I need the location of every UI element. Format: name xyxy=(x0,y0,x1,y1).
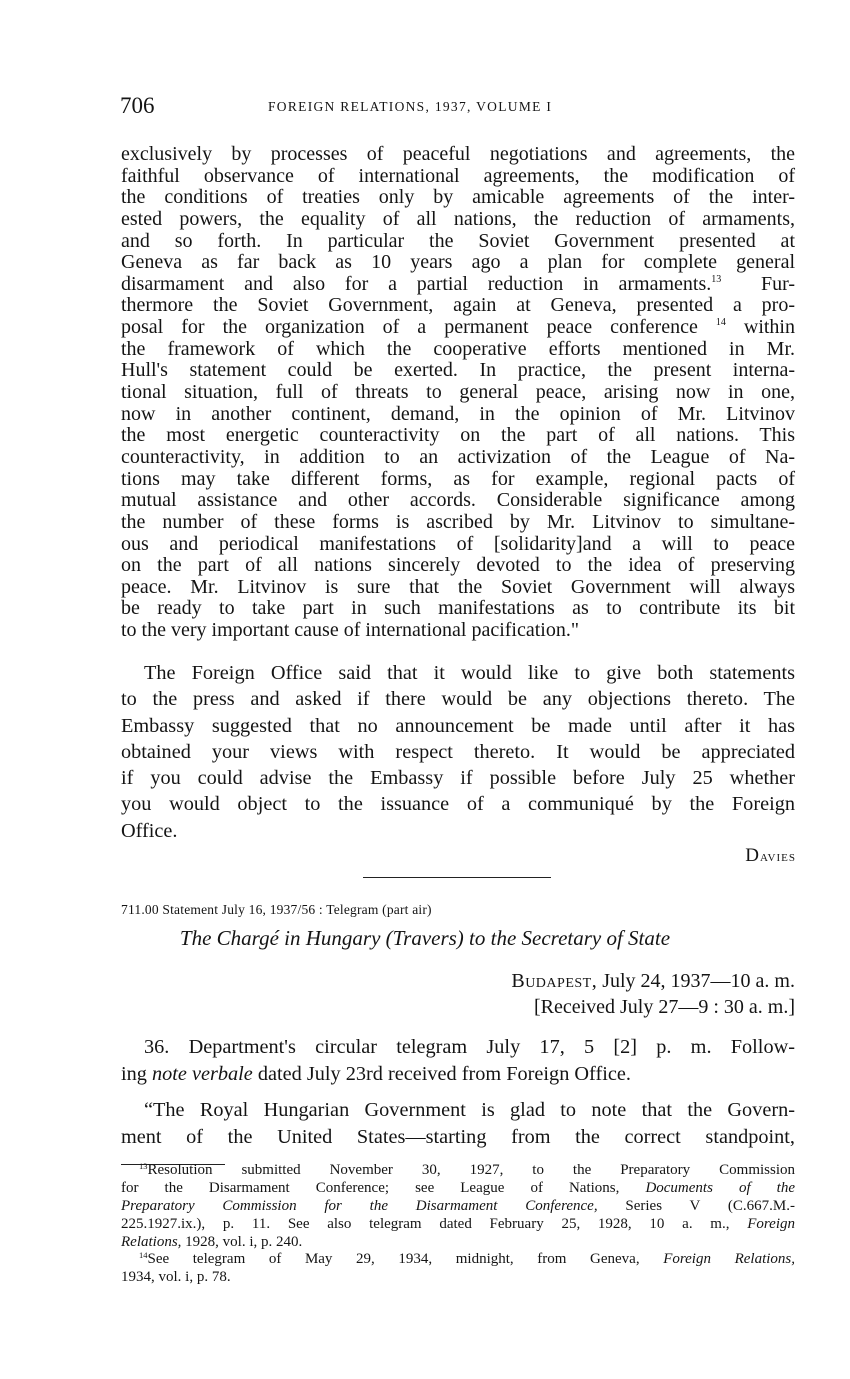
text-line: disarmament and also for a partial reduction in armaments.$^{13}$ Fur- xyxy=(121,272,795,295)
text-line: on the part of all nations sincerely devoted to the idea of preserving xyxy=(121,554,795,577)
text-line: the framework of which the cooperative efforts mentioned in Mr. xyxy=(121,337,795,360)
text-line: if you could advise the Embassy if possible before July 25 whether xyxy=(121,767,795,790)
text-line: for the Disarmament Conference; see League of Nations, Documents of the xyxy=(121,1179,795,1196)
footnote-ref-13: 13 xyxy=(711,273,722,285)
text-line: and so forth. In particular the Soviet Government presented at xyxy=(121,229,795,252)
signature: Davies xyxy=(745,845,796,866)
page-header xyxy=(120,93,796,121)
text-line: counteractivity, in addition to an activization of the League of Na- xyxy=(121,445,795,468)
text-line: Embassy suggested that no announcement be made until after it has xyxy=(121,714,795,737)
running-head: FOREIGN RELATIONS, 1937, VOLUME I xyxy=(268,99,553,114)
dateline-place: Budapest, xyxy=(511,970,598,992)
text-line: 1934, vol. i, p. 78. xyxy=(121,1269,231,1286)
text-line: exclusively by processes of peaceful negotiations and agreements, the xyxy=(121,143,795,165)
text-line: the most energetic counteractivity on the part of all nations. This xyxy=(121,424,795,447)
text-line: thermore the Soviet Government, again at Geneva, presented a pro- xyxy=(121,294,795,317)
page-number: 706 xyxy=(120,93,155,118)
footnote-ref-14: 14 xyxy=(715,317,726,329)
section-divider xyxy=(363,877,551,878)
text-line: the conditions of treaties only by amicable agreements of the inter- xyxy=(121,186,795,209)
text-line: “The Royal Hungarian Government is glad to note that the Govern- xyxy=(144,1099,795,1121)
text-line: posal for the organization of a permanent peace conference $^{14}$ within xyxy=(121,316,795,339)
text-line: the number of these forms is ascribed by Mr. Litvinov to simultane- xyxy=(121,510,795,533)
text-line: Geneva as far back as 10 years ago a plan for complete general xyxy=(121,251,795,274)
text-line: Relations, 1928, vol. i, p. 240. xyxy=(121,1233,303,1250)
text-line: obtained your views with respect thereto. It would be appreciated xyxy=(121,740,795,763)
text-line: ment of the United States—starting from the correct standpoint, xyxy=(121,1126,795,1148)
file-reference: 711.00 Statement July 16, 1937/56 : Telegram (part air) xyxy=(121,902,432,917)
document-title: The Chargé in Hungary (Travers) to the Secretary of State xyxy=(179,926,671,950)
text-line: Hull's statement could be exerted. In practice, the present interna- xyxy=(121,359,795,382)
text-line: ing note verbale dated July 23rd received from Foreign Office. xyxy=(121,1063,631,1085)
hungarian-note-quote xyxy=(121,1097,795,1151)
quote-paragraph xyxy=(121,144,795,642)
text-line: faithful observance of international agreements, the modification of xyxy=(121,164,795,187)
dateline xyxy=(511,970,795,993)
text-line: 225.1927.ix.), p. 11. See also telegram dated February 25, 1928, 10 a. m., Foreign xyxy=(121,1215,796,1232)
text-line: ested powers, the equality of all nations, the reduction of armaments, xyxy=(121,207,795,230)
footnote-13: $^{13}$Resolution submitted November 30, 1927, to the Preparatory Commission xyxy=(139,1161,795,1178)
text-line: to the press and asked if there would be any objections thereto. The xyxy=(121,688,795,711)
dateline-time: July 24, 1937—10 a. m. xyxy=(602,970,795,992)
text-line: be ready to take part in such manifestations as to contribute its bit xyxy=(121,597,795,620)
telegram-paragraph xyxy=(121,1034,795,1088)
text-line: 36. Department's circular telegram July 17, 5 [2] p. m. Follow- xyxy=(144,1036,795,1058)
foreign-office-paragraph xyxy=(121,660,795,844)
text-line: you would object to the issuance of a communiqué by the Foreign xyxy=(121,793,795,816)
text-line: peace. Mr. Litvinov is sure that the Soviet Government will always xyxy=(121,575,795,598)
text-line: mutual assistance and other accords. Considerable significance among xyxy=(121,489,795,512)
text-line: Office. xyxy=(121,819,178,842)
text-line: to the very important cause of international pacification." xyxy=(121,619,579,642)
text-line: tions may take different forms, as for example, regional pacts of xyxy=(121,467,795,490)
text-line: tional situation, full of threats to general peace, arising now in one, xyxy=(121,381,795,404)
text-line: ous and periodical manifestations of [solidarity]and a will to peace xyxy=(121,532,795,555)
footnotes xyxy=(121,1162,795,1287)
received-line: [Received July 27—9 : 30 a. m.] xyxy=(533,996,795,1018)
text-line: The Foreign Office said that it would like to give both statements xyxy=(144,662,795,684)
footnote-14: $^{14}$See telegram of May 29, 1934, midnight, from Geneva, Foreign Relations, xyxy=(139,1250,795,1268)
text-line: now in another continent, demand, in the opinion of Mr. Litvinov xyxy=(121,402,795,425)
text-line: Preparatory Commission for the Disarmament Conference, Series V (C.667.M.- xyxy=(121,1197,795,1214)
